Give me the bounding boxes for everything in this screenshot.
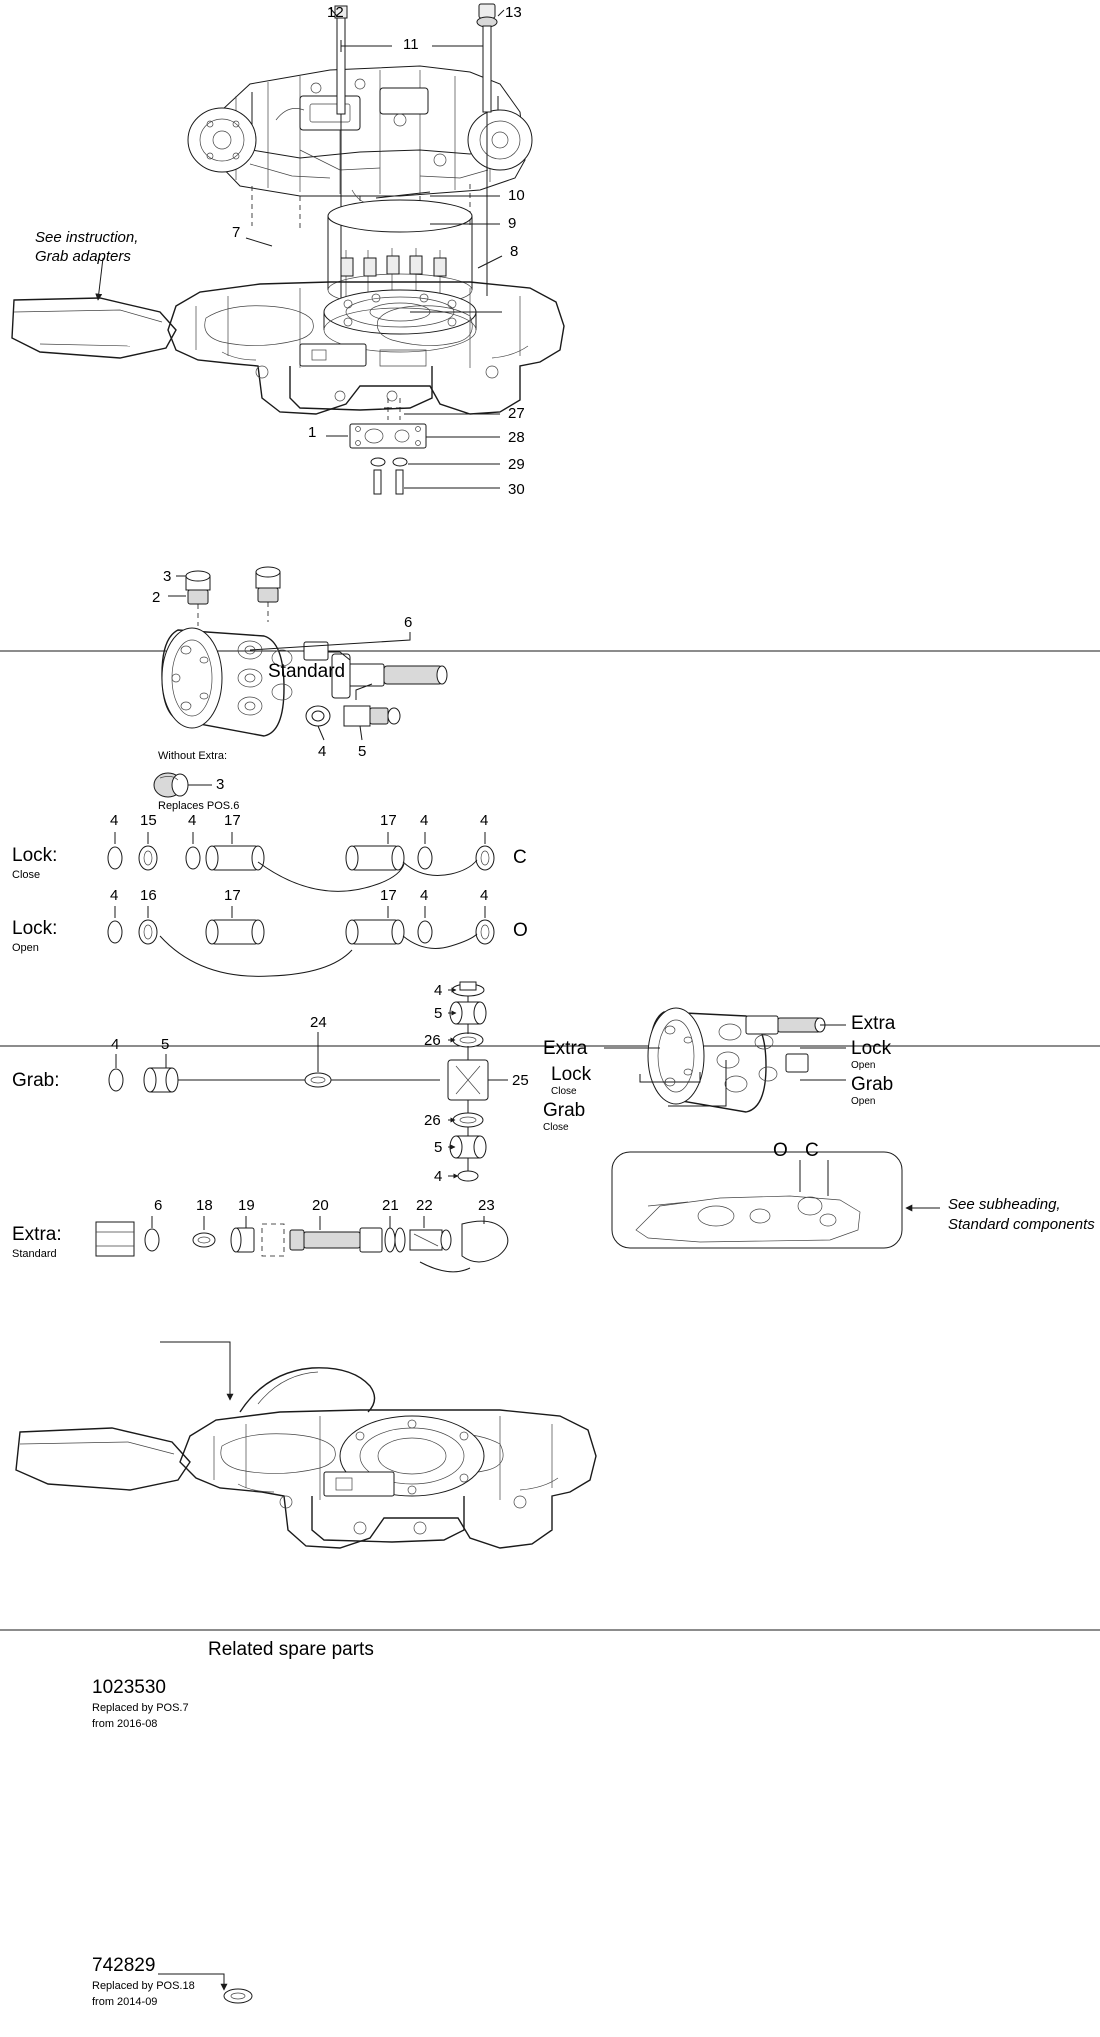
callout-5-s2: 5 bbox=[358, 743, 367, 760]
port-sublabel-open-right: Open bbox=[851, 1060, 876, 1071]
callout-26: 26 bbox=[424, 1112, 441, 1129]
callout-18: 18 bbox=[196, 1197, 213, 1214]
row-lock-close bbox=[108, 832, 494, 891]
row-lock-open bbox=[108, 906, 494, 976]
callout-8: 8 bbox=[510, 243, 519, 260]
related-spare-parts-drawing bbox=[16, 1342, 596, 2003]
row-extra bbox=[96, 1216, 508, 1272]
callout-4: 4 bbox=[480, 887, 489, 904]
callout-3-without-extra: 3 bbox=[216, 776, 225, 793]
callout-29: 29 bbox=[508, 456, 525, 473]
callout-21: 21 bbox=[382, 1197, 399, 1214]
callout-26: 26 bbox=[424, 1032, 441, 1049]
row-sublabel-lock-close: Close bbox=[12, 869, 41, 881]
row-sublabel-extra: Standard bbox=[12, 1248, 57, 1260]
subheading-note-line1: See subheading, bbox=[948, 1196, 1061, 1213]
port-label-lock-open-right: Lock bbox=[851, 1038, 892, 1059]
callout-4: 4 bbox=[434, 982, 443, 999]
callout-4: 4 bbox=[110, 812, 119, 829]
grab-adapters-note-line2: Grab adapters bbox=[35, 248, 131, 265]
callout-4: 4 bbox=[420, 887, 429, 904]
leader-lines-section1 bbox=[98, 8, 504, 488]
marker-c: C bbox=[805, 1140, 819, 1161]
callout-24: 24 bbox=[310, 1014, 327, 1031]
callout-5: 5 bbox=[434, 1005, 443, 1022]
replaces-pos6-note: Replaces POS.6 bbox=[158, 800, 240, 812]
callout-16: 16 bbox=[140, 887, 157, 904]
callout-4: 4 bbox=[420, 812, 429, 829]
callout-6: 6 bbox=[154, 1197, 163, 1214]
callout-4: 4 bbox=[111, 1036, 120, 1053]
spare-part-number-1023530: 1023530 bbox=[92, 1677, 166, 1698]
row-grab bbox=[109, 982, 508, 1181]
port-label-extra-left: Extra bbox=[543, 1038, 588, 1059]
callout-17: 17 bbox=[224, 812, 241, 829]
callout-12: 12 bbox=[327, 4, 344, 21]
section-title-related-spare-parts: Related spare parts bbox=[208, 1639, 374, 1660]
row-label-lock-open: Lock: bbox=[12, 918, 58, 939]
port-label-extra-right: Extra bbox=[851, 1013, 896, 1034]
callout-5: 5 bbox=[434, 1139, 443, 1156]
without-extra-label: Without Extra: bbox=[158, 750, 228, 762]
callout-11: 11 bbox=[403, 36, 419, 53]
callout-20: 20 bbox=[312, 1197, 329, 1214]
callout-3: 3 bbox=[163, 568, 172, 585]
port-label-grab-open-right: Grab bbox=[851, 1074, 894, 1095]
port-label-grab-close-left: Grab bbox=[543, 1100, 586, 1121]
callout-28: 28 bbox=[508, 429, 525, 446]
callout-22: 22 bbox=[416, 1197, 433, 1214]
row-suffix-c: C bbox=[513, 847, 527, 868]
callout-7-visible: 7 bbox=[232, 224, 241, 241]
callout-19: 19 bbox=[238, 1197, 255, 1214]
standard-components-reference bbox=[612, 1152, 940, 1248]
row-label-extra: Extra: bbox=[12, 1224, 62, 1245]
spare-part-note-1023530-line1: Replaced by POS.7 bbox=[92, 1702, 189, 1714]
spare-part-note-742829-line1: Replaced by POS.18 bbox=[92, 1980, 195, 1992]
port-sublabel-grab-open-right: Open bbox=[851, 1096, 876, 1107]
callout-23: 23 bbox=[478, 1197, 495, 1214]
callout-17: 17 bbox=[380, 887, 397, 904]
row-label-grab: Grab: bbox=[12, 1070, 60, 1091]
section-title-standard: Standard bbox=[268, 661, 346, 682]
callout-4: 4 bbox=[434, 1168, 443, 1185]
callout-6: 6 bbox=[404, 614, 413, 631]
callout-4: 4 bbox=[480, 812, 489, 829]
marker-o: O bbox=[773, 1140, 788, 1161]
callout-17: 17 bbox=[380, 812, 397, 829]
port-label-lock-close-left: Lock bbox=[551, 1064, 592, 1085]
bottom-small-parts-27-30 bbox=[350, 398, 426, 494]
row-sublabel-lock-open: Open bbox=[12, 942, 39, 954]
callout-15: 15 bbox=[140, 812, 157, 829]
callout-2: 2 bbox=[152, 589, 161, 606]
rotator-housing-flange-8 bbox=[324, 290, 476, 352]
grab-adapters-note-line1: See instruction, bbox=[35, 229, 139, 246]
subheading-note-line2: Standard components bbox=[948, 1216, 1095, 1233]
callout-25: 25 bbox=[512, 1072, 529, 1089]
grab-adapter-body-7 bbox=[12, 282, 564, 414]
callout-4: 4 bbox=[188, 812, 197, 829]
callout-4-s2: 4 bbox=[318, 743, 327, 760]
spare-part-note-742829-line2: from 2014-09 bbox=[92, 1996, 158, 2008]
spare-part-note-1023530-line2: from 2016-08 bbox=[92, 1718, 158, 1730]
callout-9: 9 bbox=[508, 215, 517, 232]
row-suffix-o: O bbox=[513, 920, 528, 941]
callout-1: 1 bbox=[308, 424, 317, 441]
callout-13: 13 bbox=[505, 4, 522, 21]
callout-30: 30 bbox=[508, 481, 525, 498]
callout-27: 27 bbox=[508, 405, 525, 422]
callout-5: 5 bbox=[161, 1036, 170, 1053]
spare-part-number-742829: 742829 bbox=[92, 1955, 156, 1976]
callout-4: 4 bbox=[110, 887, 119, 904]
port-sublabel-close-left: Close bbox=[551, 1086, 577, 1097]
valve-block-ports-view bbox=[604, 1008, 846, 1112]
callout-17: 17 bbox=[224, 887, 241, 904]
port-sublabel-grab-close-left: Close bbox=[543, 1122, 569, 1133]
callout-10: 10 bbox=[508, 187, 525, 204]
row-label-lock-close: Lock: bbox=[12, 845, 58, 866]
